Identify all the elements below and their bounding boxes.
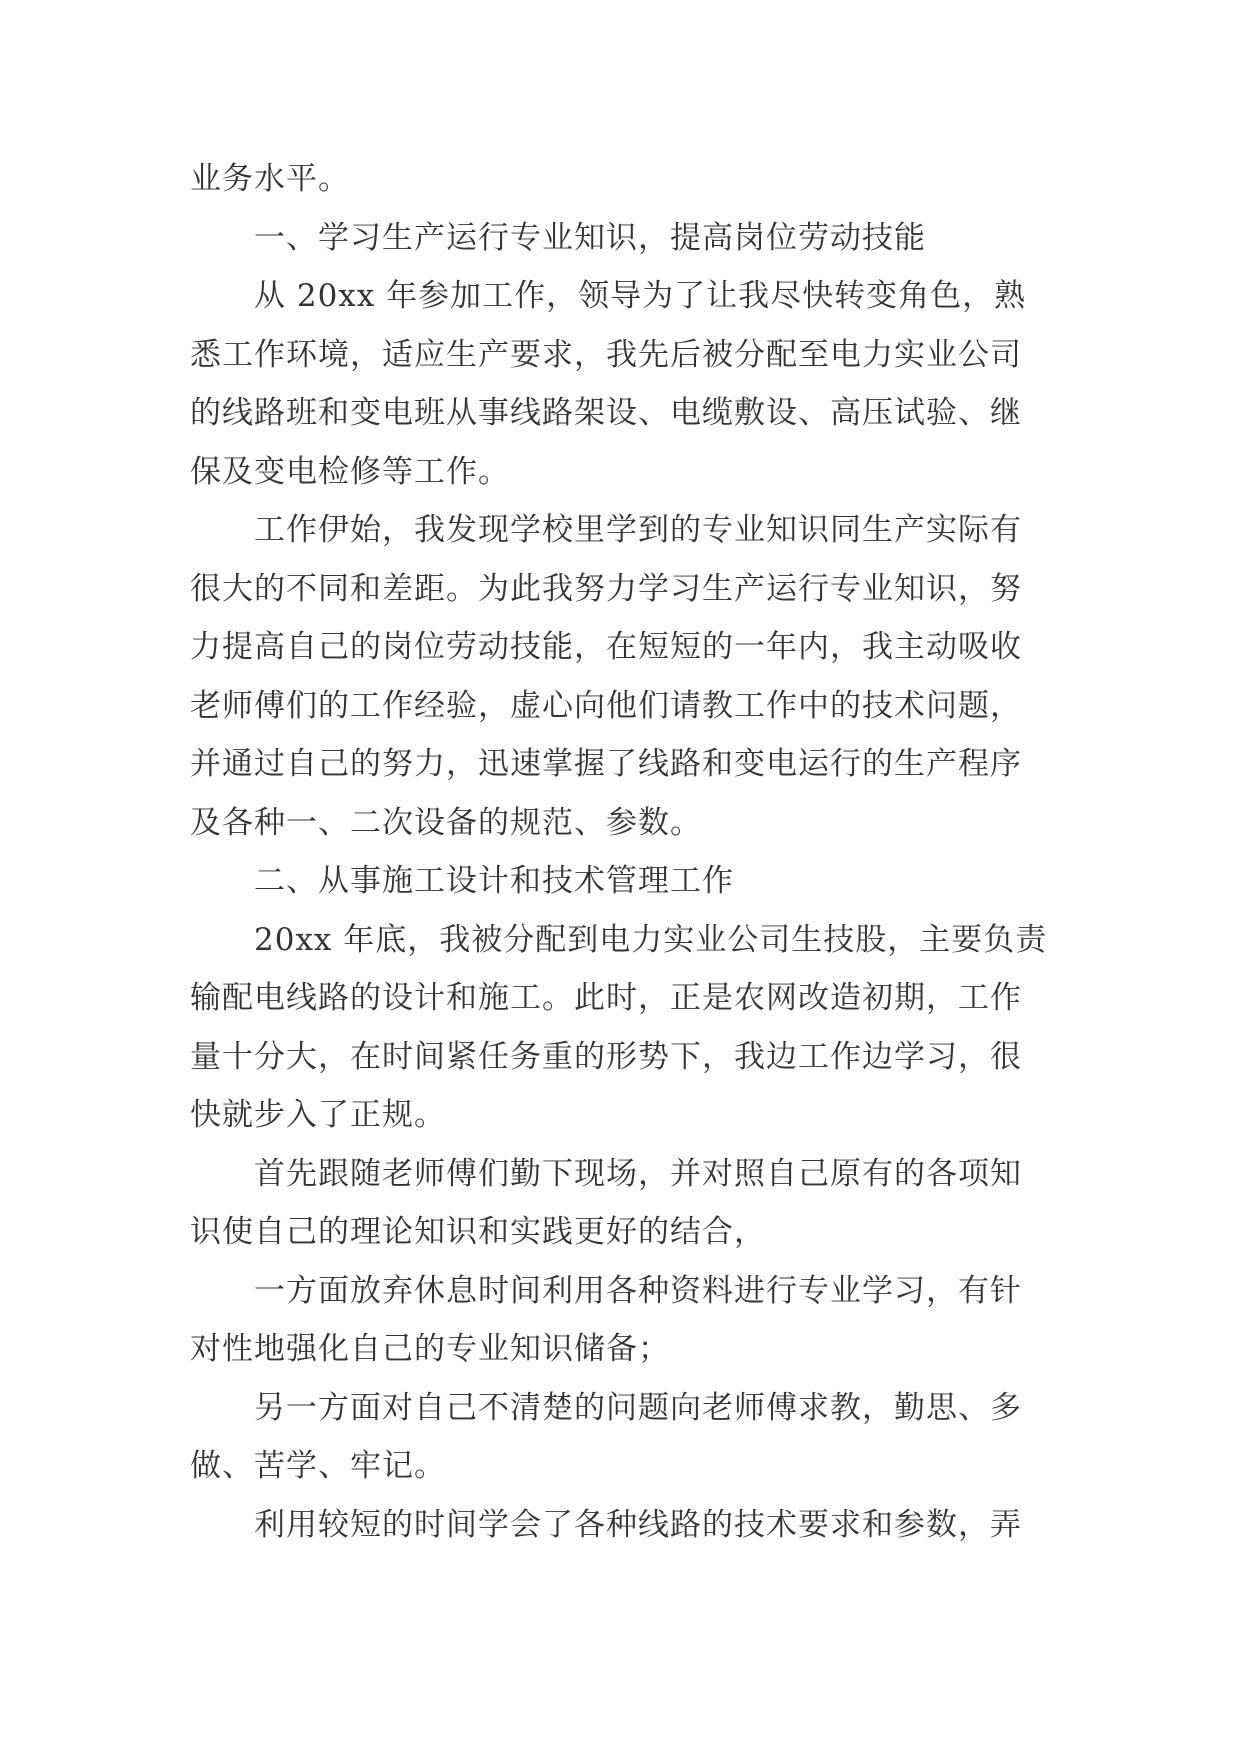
text-line: 很大的不同和差距。为此我努力学习生产运行专业知识，努 xyxy=(190,570,1022,607)
text-line: 及各种一、二次设备的规范、参数。 xyxy=(190,804,702,841)
text-line: 工作伊始，我发现学校里学到的专业知识同生产实际有 xyxy=(254,512,1022,548)
document-body xyxy=(190,150,1050,1554)
text-line: 快就步入了正规。 xyxy=(190,1097,446,1133)
section-heading-1: 一、学习生产运行专业知识，提高岗位劳动技能 xyxy=(254,219,926,256)
text-line: 另一方面对自己不清楚的问题向老师傅求教，勤思、多 xyxy=(254,1389,1022,1426)
text-line: 首先跟随老师傅们勤下现场，并对照自己原有的各项知 xyxy=(254,1155,1022,1192)
text-line: 对性地强化自己的专业知识储备； xyxy=(190,1331,670,1367)
text-line: 一方面放弃休息时间利用各种资料进行专业学习，有针 xyxy=(254,1272,1022,1309)
text-line: 力提高自己的岗位劳动技能，在短短的一年内，我主动吸收 xyxy=(190,629,1022,665)
text-line: 20xx 年底，我被分配到电力实业公司生技股，主要负责 xyxy=(254,921,1048,958)
text-line: 悉工作环境，适应生产要求，我先后被分配至电力实业公司 xyxy=(190,336,1022,373)
section-heading-2: 二、从事施工设计和技术管理工作 xyxy=(254,863,734,899)
text-line: 做、苦学、牢记。 xyxy=(190,1448,446,1484)
text-line: 识使自己的理论知识和实践更好的结合， xyxy=(190,1214,766,1250)
text-line: 利用较短的时间学会了各种线路的技术要求和参数，弄 xyxy=(254,1506,1022,1543)
text-line: 输配电线路的设计和施工。此时，正是农网改造初期，工作 xyxy=(190,980,1022,1016)
text-line: 量十分大，在时间紧任务重的形势下，我边工作边学习，很 xyxy=(190,1038,1022,1075)
text-line: 从 20xx 年参加工作，领导为了让我尽快转变角色，熟 xyxy=(254,278,1027,314)
text-line: 的线路班和变电班从事线路架设、电缆敷设、高压试验、继 xyxy=(190,395,1022,431)
text-line: 并通过自己的努力，迅速掌握了线路和变电运行的生产程序 xyxy=(190,746,1022,782)
text-line: 保及变电检修等工作。 xyxy=(190,453,510,490)
text-line: 业务水平。 xyxy=(190,161,350,197)
text-line: 老师傅们的工作经验，虚心向他们请教工作中的技术问题， xyxy=(190,687,1022,724)
